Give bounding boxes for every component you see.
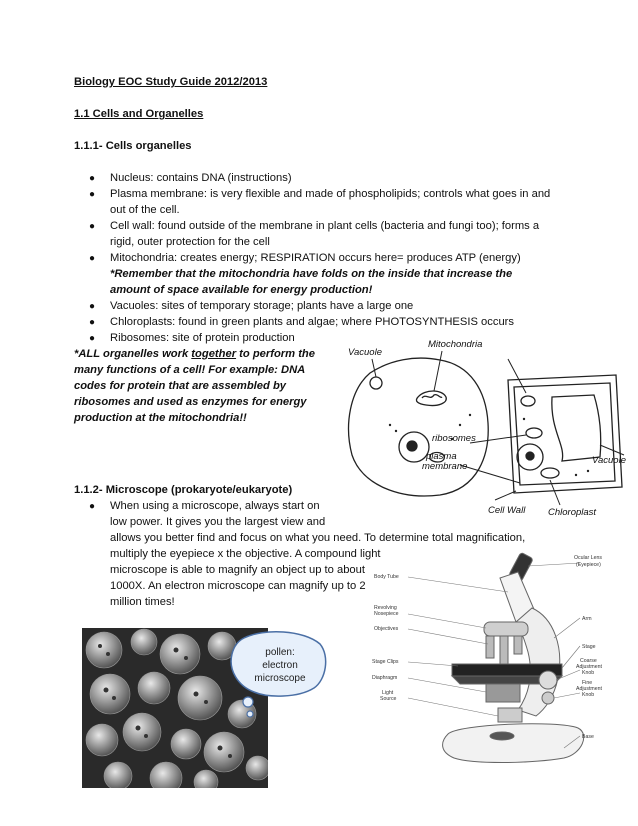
label-ribosomes: ribosomes: [432, 433, 476, 444]
label-light-source: Source: [380, 696, 397, 702]
label-mitochondria: Mitochondria: [428, 339, 483, 350]
fine-knob-shape: [542, 692, 554, 704]
list-item-continuation: rigid, outer protection for the cell: [110, 236, 270, 248]
label-coarse: Coarse: [580, 658, 597, 664]
subsection-heading-microscope: 1.1.2- Microscope (prokaryote/eukaryote): [74, 484, 293, 496]
summary-line: production at the mitochondria!!: [74, 412, 247, 424]
vacuole-shape: [370, 377, 382, 389]
list-item-continuation: out of the cell.: [110, 204, 180, 216]
bullet-icon: ●: [89, 221, 96, 232]
list-item: Cell wall: found outside of the membrane in plant cells (bacteria and fungi too); forms a: [110, 220, 540, 232]
paragraph-line: When using a microscope, always start on: [110, 500, 320, 512]
label-coarse-knob: Knob: [582, 670, 595, 676]
bullet-icon: ●: [89, 189, 96, 200]
animal-cell-outline: [349, 358, 489, 496]
bullet-icon: ●: [89, 501, 96, 512]
list-item: Plasma membrane: is very flexible and made of phospholipids; controls what goes in and: [110, 188, 551, 200]
label-fine: Fine: [582, 680, 593, 686]
label-arm: Arm: [582, 616, 592, 622]
label-light: Light: [382, 690, 394, 696]
label-objectives: Objectives: [374, 626, 399, 632]
paragraph-line: 1000X. An electron microscope can magnify up to 2: [110, 580, 366, 592]
label-base: Base: [582, 734, 594, 740]
label-ocular-lens: Ocular Lens: [574, 555, 602, 561]
paragraph-line: microscope is able to magnify an object up to about: [110, 564, 365, 576]
bullet-icon: ●: [89, 333, 96, 344]
section-heading: 1.1 Cells and Organelles: [74, 108, 204, 120]
list-item: Mitochondria: creates energy; RESPIRATION occurs here= produces ATP (energy): [110, 252, 521, 264]
label-fine-knob: Knob: [582, 692, 595, 698]
list-item: Ribosomes: site of protein production: [110, 332, 295, 344]
label-vacuole-plant: Vacuole: [592, 455, 626, 466]
label-cell-wall: Cell Wall: [488, 505, 526, 516]
label-fine-adjustment: Adjustment: [576, 686, 602, 692]
label-plasma: plasma: [426, 451, 457, 462]
label-stage: Stage: [582, 644, 596, 650]
document-title: Biology EOC Study Guide 2012/2013: [74, 76, 268, 88]
label-body-tube: Body Tube: [374, 574, 399, 580]
mitochondria-note: amount of space available for energy production!: [110, 284, 373, 296]
plant-vacuole-shape: [552, 395, 601, 461]
paragraph-line: allows you better find and focus on what you need. To determine total magnification,: [110, 532, 526, 544]
label-membrane: membrane: [422, 461, 468, 472]
bubble-line-2: electron: [262, 660, 298, 671]
bullet-icon: ●: [89, 317, 96, 328]
nosepiece-shape: [484, 622, 528, 636]
bullet-icon: ●: [89, 173, 96, 184]
summary-line: ribosomes and used as enzymes for energy: [74, 396, 307, 408]
bubble-line-1: pollen:: [265, 647, 295, 658]
mitochondria-note: *Remember that the mitochondria have folds on the inside that increase the: [110, 268, 513, 280]
summary-text: *ALL organelles work: [74, 348, 192, 360]
base-shape: [443, 724, 584, 763]
plant-cell-wall-shape: [508, 375, 622, 493]
summary-line: many functions of a cell! For example: DNA: [74, 364, 306, 376]
bubble-line-3: microscope: [254, 673, 306, 684]
summary-line: [74, 346, 315, 362]
subsection-heading-organelles: 1.1.1- Cells organelles: [74, 140, 192, 152]
label-eyepiece: (Eyepiece): [576, 562, 601, 568]
list-item: Nucleus: contains DNA (instructions): [110, 172, 292, 184]
paragraph-line: low power. It gives you the largest view and: [110, 516, 326, 528]
bullet-icon: ●: [89, 301, 96, 312]
label-coarse-adjustment: Adjustment: [576, 664, 602, 670]
mitochondria-shape: [416, 391, 446, 406]
label-chloroplast: Chloroplast: [548, 507, 597, 518]
summary-line: codes for protein that are assembled by: [74, 380, 286, 392]
summary-emphasis: together: [191, 348, 237, 360]
list-item: Vacuoles: sites of temporary storage; plants have a large one: [110, 300, 414, 312]
label-stage-clips: Stage Clips: [372, 659, 399, 665]
label-nosepiece: Nosepiece: [374, 611, 399, 617]
summary-text: to perform the: [236, 348, 315, 360]
cell-diagram: [330, 335, 630, 520]
paragraph-line: multiply the eyepiece x the objective. A compound light: [110, 548, 381, 560]
microscope-diagram: [368, 548, 630, 788]
bullet-icon: ●: [89, 253, 96, 264]
paragraph-line: million times!: [110, 596, 175, 608]
label-diaphragm: Diaphragm: [372, 675, 398, 681]
list-item: Chloroplasts: found in green plants and algae; where PHOTOSYNTHESIS occurs: [110, 316, 514, 328]
label-vacuole: Vacuole: [348, 347, 382, 358]
label-revolving: Revolving: [374, 605, 397, 611]
coarse-knob-shape: [539, 671, 557, 689]
speech-bubble: [224, 630, 328, 720]
